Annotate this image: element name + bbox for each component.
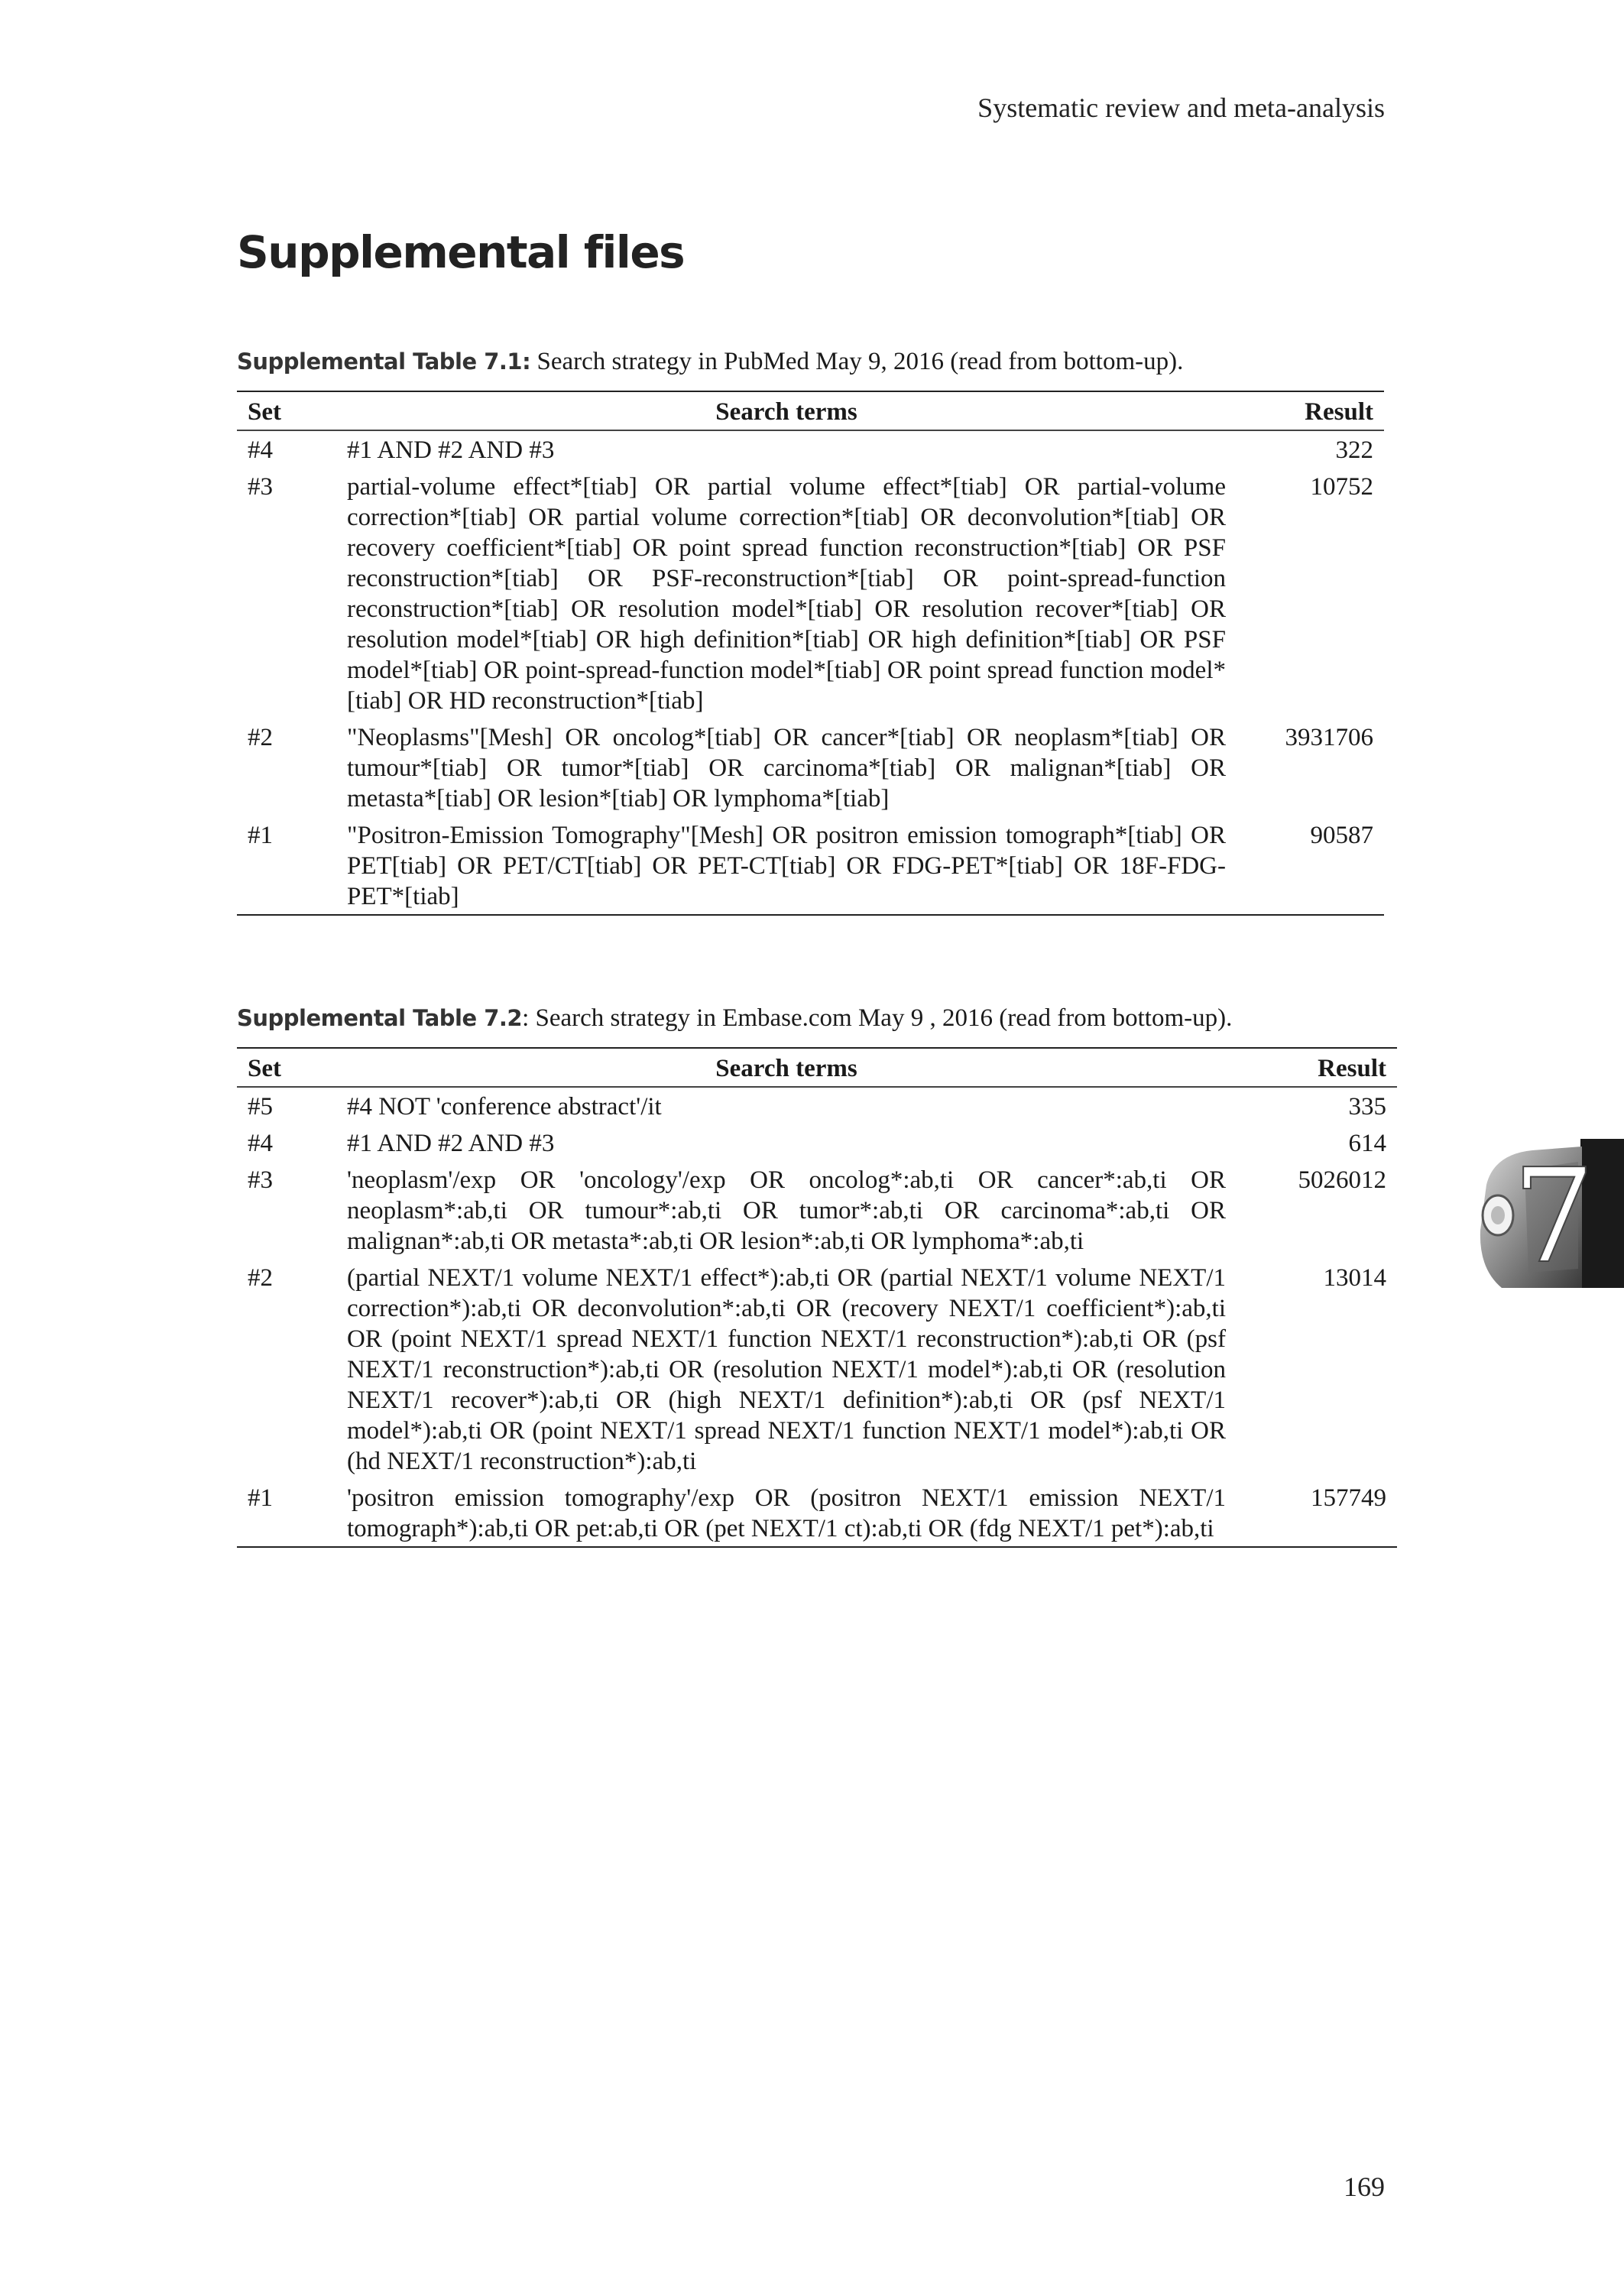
table-row bbox=[237, 468, 1384, 718]
row-set: #1 bbox=[237, 1479, 336, 1547]
row-set: #1 bbox=[237, 816, 336, 915]
table1-caption-label: Supplemental Table 7.1: bbox=[237, 349, 531, 375]
row-terms: 'positron emission tomography'/exp OR (positron NEXT/1 emission NEXT/1 tomograph*):ab,ti OR pet:ab,ti OR (pet NEXT/1 ct):ab,ti OR (fdg NEXT/1 pet*):ab,ti bbox=[336, 1479, 1237, 1547]
row-terms: "Neoplasms"[Mesh] OR oncolog*[tiab] OR cancer*[tiab] OR neoplasm*[tiab] OR tumour*[tiab] OR tumor*[tiab] OR carcinoma*[tiab] OR malignan*[tiab] OR metasta*[tiab] OR lesion*[tiab] OR lymphoma*[tiab] bbox=[347, 724, 1226, 812]
table-row bbox=[237, 430, 1384, 468]
row-result: 90587 bbox=[1237, 816, 1384, 915]
table-row bbox=[237, 816, 1384, 915]
table1-col-terms: Search terms bbox=[336, 391, 1237, 430]
row-set: #2 bbox=[248, 1264, 273, 1292]
table2-caption-text: : Search strategy in Embase.com May 9 , 2016 (read from bottom-up). bbox=[522, 1004, 1233, 1032]
table2 bbox=[237, 1047, 1397, 1548]
row-terms: #1 AND #2 AND #3 bbox=[347, 436, 555, 464]
row-terms: (partial NEXT/1 volume NEXT/1 effect*):ab,ti OR (partial NEXT/1 volume NEXT/1 correction*):ab,ti OR deconvolution*:ab,ti OR (recovery NEXT/1 coefficient*):ab,ti OR (point NEXT/1 spread NEXT/1 function NEXT/1 reconstruction*):ab,ti OR (psf NEXT/1 reconstruction*):ab,ti OR (resolution NEXT/1 model*):ab,ti OR (resolution NEXT/1 recover*):ab,ti OR (high NEXT/1 definition*):ab,ti OR (psf NEXT/1 model*):ab,ti OR (point NEXT/1 spread NEXT/1 function NEXT/1 model*):ab,ti OR (hd NEXT/1 reconstruction*):ab,ti bbox=[347, 1264, 1226, 1475]
table2-col-set: Set bbox=[237, 1048, 336, 1087]
chapter-tab-car-image bbox=[1471, 1139, 1596, 1292]
row-terms: "Positron-Emission Tomography"[Mesh] OR positron emission tomograph*[tiab] OR PET[tiab] OR PET/CT[tiab] OR PET-CT[tiab] OR FDG-PET*[tiab] OR 18F-FDG-PET*[tiab] bbox=[336, 816, 1237, 915]
row-set: #3 bbox=[248, 1166, 273, 1194]
row-terms: #1 AND #2 AND #3 bbox=[347, 1130, 555, 1157]
table-row bbox=[237, 1087, 1397, 1124]
row-result: 10752 bbox=[1310, 473, 1373, 501]
row-result: 3931706 bbox=[1285, 724, 1373, 751]
table-row bbox=[237, 718, 1384, 816]
table1-caption-text: Search strategy in PubMed May 9, 2016 (read from bottom-up). bbox=[530, 348, 1184, 375]
table1-caption bbox=[237, 348, 1183, 376]
row-set: #4 bbox=[248, 1130, 273, 1157]
row-set: #2 bbox=[248, 724, 273, 751]
row-terms: partial-volume effect*[tiab] OR partial volume effect*[tiab] OR partial-volume correction*[tiab] OR partial volume correction*[tiab] OR deconvolution*[tiab] OR recovery coefficient*[tiab] OR point spread function reconstruction*[tiab] OR PSF reconstruction*[tiab] OR PSF-reconstruction*[tiab] OR point-spread-function reconstruction*[tiab] OR resolution model*[tiab] OR resolution recover*[tiab] OR resolution model*[tiab] OR high definition*[tiab] OR high definition*[tiab] OR PSF model*[tiab] OR point-spread-function model*[tiab] OR point spread function model*[tiab] OR HD reconstruction*[tiab] bbox=[347, 473, 1226, 715]
table-row bbox=[237, 1479, 1397, 1547]
table2-col-terms: Search terms bbox=[336, 1048, 1237, 1087]
row-result: 614 bbox=[1348, 1130, 1386, 1157]
running-header: Systematic review and meta-analysis bbox=[977, 92, 1385, 123]
row-result: 13014 bbox=[1323, 1264, 1386, 1292]
row-terms: #4 NOT 'conference abstract'/it bbox=[347, 1093, 662, 1121]
table-row bbox=[237, 1161, 1397, 1259]
chapter-number: 7 bbox=[1512, 1141, 1596, 1292]
row-result: 5026012 bbox=[1298, 1166, 1386, 1194]
table2-caption bbox=[237, 1004, 1232, 1033]
table2-caption-label: Supplemental Table 7.2 bbox=[237, 1005, 523, 1031]
table-row bbox=[237, 1259, 1397, 1479]
section-title: Supplemental files bbox=[237, 226, 685, 278]
table1-col-set: Set bbox=[237, 391, 336, 430]
row-result: 322 bbox=[1335, 436, 1373, 464]
table-row bbox=[237, 1124, 1397, 1161]
table1-col-result: Result bbox=[1237, 391, 1384, 430]
table1 bbox=[237, 391, 1384, 916]
row-result: 335 bbox=[1348, 1093, 1386, 1121]
row-terms: 'neoplasm'/exp OR 'oncology'/exp OR oncolog*:ab,ti OR cancer*:ab,ti OR neoplasm*:ab,ti OR tumour*:ab,ti OR tumor*:ab,ti OR carcinoma*:ab,ti OR malignan*:ab,ti OR metasta*:ab,ti OR lesion*:ab,ti OR lymphoma*:ab,ti bbox=[347, 1166, 1226, 1255]
table2-header-row bbox=[237, 1048, 1397, 1087]
row-set: #3 bbox=[248, 473, 273, 501]
row-set: #5 bbox=[248, 1093, 273, 1121]
row-set: #4 bbox=[248, 436, 273, 464]
row-result: 157749 bbox=[1237, 1479, 1397, 1547]
page-number: 169 bbox=[1344, 2171, 1385, 2202]
table1-header-row bbox=[237, 391, 1384, 430]
table2-col-result: Result bbox=[1237, 1048, 1397, 1087]
